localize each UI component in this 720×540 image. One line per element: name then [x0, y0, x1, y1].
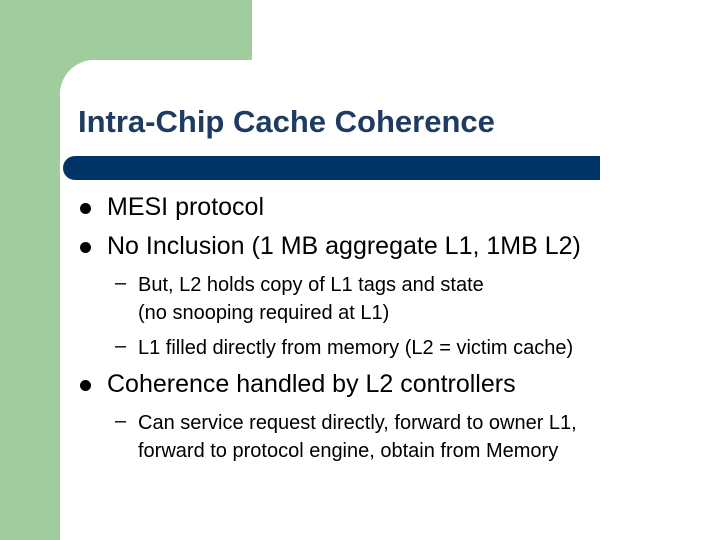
bullet-mesi-protocol: MESI protocol — [107, 193, 265, 221]
sub-bullet-line: Can service request directly, forward to owner L1, — [138, 412, 577, 434]
title-underline-bar — [63, 156, 600, 180]
sub-bullet-dash: – — [115, 335, 127, 357]
sub-bullet-dash: – — [115, 272, 127, 294]
decorative-accent-strip — [0, 0, 60, 540]
sub-bullet-line: But, L2 holds copy of L1 tags and state — [138, 274, 484, 296]
sub-bullet-l1-filled: L1 filled directly from memory (L2 = victim cache) — [138, 337, 574, 359]
bullet-dot-icon — [80, 242, 91, 253]
bullet-dot-icon — [80, 380, 91, 391]
bullet-dot-icon — [80, 203, 91, 214]
sub-bullet-l2-tags — [138, 271, 484, 327]
sub-bullet-dash: – — [115, 410, 127, 432]
sub-bullet-line: (no snooping required at L1) — [138, 302, 390, 324]
bullet-coherence-l2: Coherence handled by L2 controllers — [107, 370, 516, 398]
slide-title: Intra-Chip Cache Coherence — [78, 104, 495, 139]
sub-bullet-line: forward to protocol engine, obtain from Memory — [138, 440, 559, 462]
sub-bullet-service-request — [138, 409, 577, 465]
bullet-no-inclusion: No Inclusion (1 MB aggregate L1, 1MB L2) — [107, 232, 581, 260]
